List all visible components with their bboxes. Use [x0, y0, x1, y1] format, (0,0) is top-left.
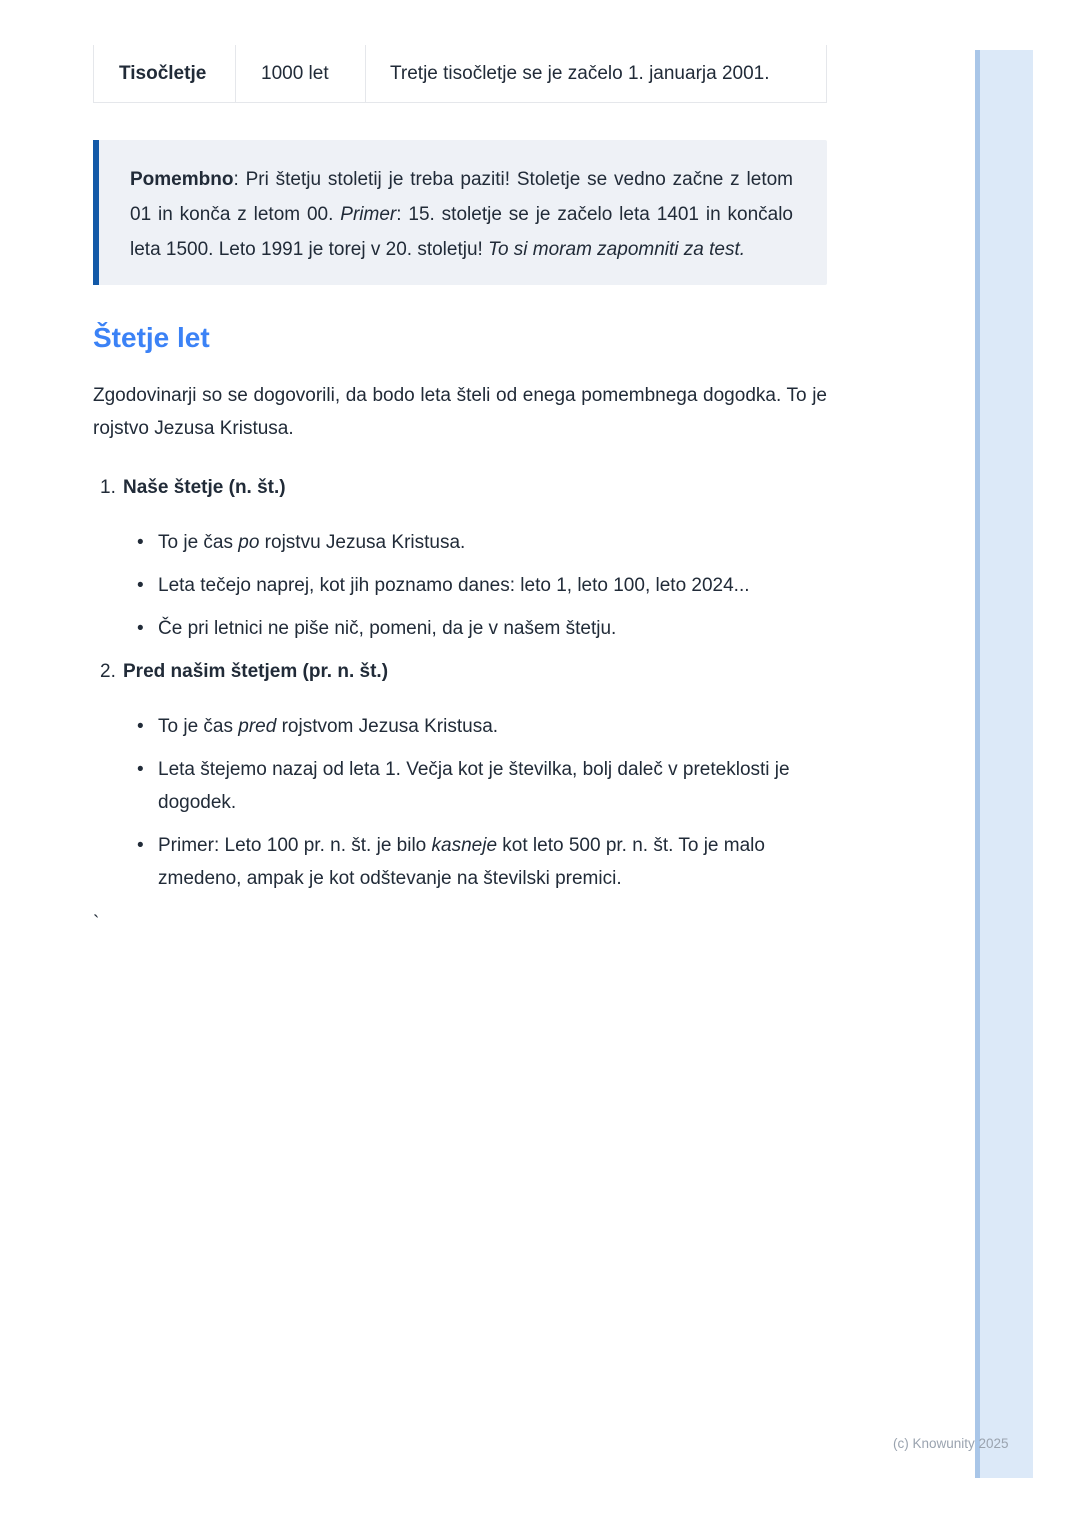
bullet-item — [93, 569, 827, 602]
callout-label: Pomembno — [130, 169, 234, 190]
bullet-text: To je čas — [158, 715, 239, 737]
bullet-em: kasneje — [431, 834, 498, 856]
copyright-watermark: (c) Knowunity 2025 — [893, 1436, 1009, 1451]
bullet-icon: • — [137, 834, 144, 856]
bullet-item — [93, 753, 827, 819]
bullet-icon: • — [137, 758, 144, 780]
bullet-item — [93, 612, 827, 645]
bullet-text: kot leto 500 pr. n. št. To je malo zmedeno, ampak je kot odštevanje na številski premici. — [158, 834, 765, 889]
callout-em-note: To si moram zapomniti za test. — [488, 239, 746, 260]
important-callout — [93, 140, 827, 285]
bullet-text: To je čas — [158, 531, 239, 553]
list-title-text: Naše štetje (n. št.) — [123, 476, 286, 498]
list-item-title — [93, 471, 827, 504]
table-cell-example: Tretje tisočletje se je začelo 1. januarja 2001. — [390, 62, 770, 84]
intro-paragraph: Zgodovinarji so se dogovorili, da bodo leta šteli od enega pomembnega dogodka. To je rojstvo Jezusa Kristusa. — [93, 384, 827, 439]
table-cell-term: Tisočletje — [94, 45, 236, 102]
section-heading: Štetje let — [93, 322, 210, 353]
table-cell-duration: 1000 let — [236, 45, 366, 102]
bullet-text: rojstvom Jezusa Kristusa. — [276, 715, 499, 737]
stray-character: ` — [93, 912, 100, 934]
bullet-item — [93, 710, 827, 743]
numbered-list — [93, 471, 827, 895]
list-item-nase-stetje — [93, 471, 827, 645]
bullet-text: Leta tečejo naprej, kot jih poznamo danes: leto 1, leto 100, leto 2024... — [158, 574, 750, 596]
next-page-edge-strip — [975, 50, 1033, 1478]
bullet-text: rojstvu Jezusa Kristusa. — [259, 531, 466, 553]
bullet-em: pred — [238, 715, 277, 737]
bullet-text: Primer: Leto 100 pr. n. št. je bilo — [158, 834, 432, 856]
bullet-text: Leta štejemo nazaj od leta 1. Večja kot je številka, bolj daleč v preteklosti je dogodek. — [158, 758, 790, 813]
bullet-list — [93, 710, 827, 895]
callout-em-primer: Primer — [340, 204, 397, 225]
list-item-pred-nasim-stetjem — [93, 655, 827, 895]
bullet-list — [93, 526, 827, 645]
document-content — [93, 0, 827, 940]
bullet-text: Če pri letnici ne piše nič, pomeni, da je v našem štetju. — [158, 617, 617, 639]
callout-text: : 15. stoletje se je začelo leta 1401 in končalo leta 1500. Leto 1991 je torej v 20. stoletju! — [130, 204, 794, 260]
list-number: 2. — [100, 660, 116, 682]
list-item-title — [93, 655, 827, 688]
list-title-text: Pred našim štetjem (pr. n. št.) — [123, 660, 389, 682]
bullet-em: po — [238, 531, 260, 553]
table-row — [93, 45, 827, 103]
bullet-icon: • — [137, 715, 144, 737]
list-number: 1. — [100, 476, 116, 498]
bullet-icon: • — [137, 574, 144, 596]
bullet-icon: • — [137, 617, 144, 639]
bullet-item — [93, 829, 827, 895]
callout-text: : Pri štetju stoletij je treba paziti! Stoletje se vedno začne z letom 01 in konča z letom 00. — [130, 169, 793, 225]
bullet-item — [93, 526, 827, 559]
bullet-icon: • — [137, 531, 144, 553]
